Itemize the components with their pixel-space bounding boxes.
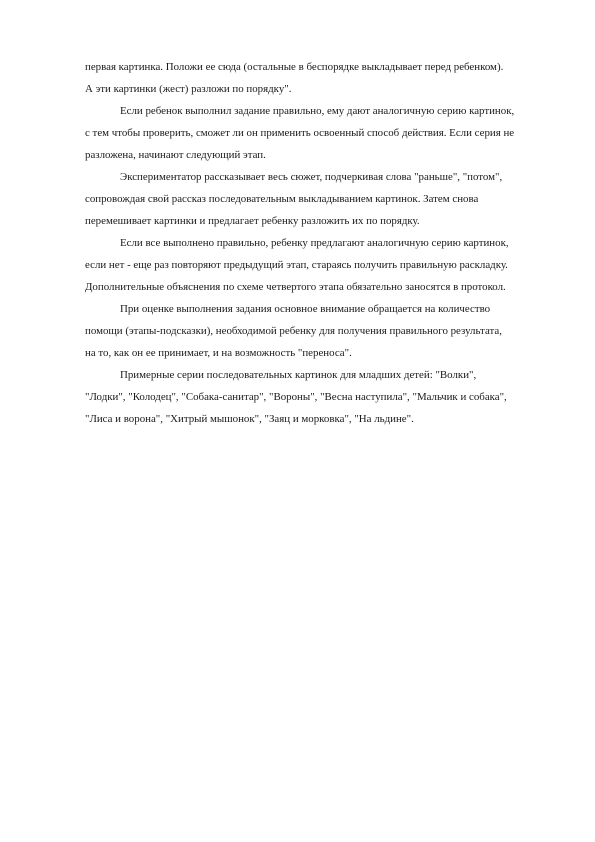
text-line: помощи (этапы-подсказки), необходимой ребенку для получения правильного результата, (85, 325, 502, 337)
text-line: Дополнительные объяснения по схеме четвертого этапа обязательно заносятся в протокол. (85, 281, 506, 293)
paragraph-first-line: Если все выполнено правильно, ребенку предлагают аналогичную серию картинок, (120, 237, 509, 249)
text-line: "Лодки", "Колодец", "Собака-санитар", "Вороны", "Весна наступила", "Мальчик и собака", (85, 391, 507, 403)
text-line: сопровождая свой рассказ последовательным выкладыванием картинок. Затем снова (85, 193, 479, 205)
text-line: если нет - еще раз повторяют предыдущий этап, стараясь получить правильную раскладку. (85, 259, 508, 271)
paragraph-first-line: При оценке выполнения задания основное внимание обращается на количество (120, 303, 491, 315)
paragraph-first-line: Примерные серии последовательных картинок для младших детей: "Волки", (120, 369, 477, 381)
text-line: на то, как он ее принимает, и на возможность "переноса". (85, 347, 352, 359)
text-line: первая картинка. Положи ее сюда (остальные в беспорядке выкладывает перед ребенком). (85, 61, 504, 73)
paragraph-first-line: Если ребенок выполнил задание правильно, ему дают аналогичную серию картинок, (120, 105, 515, 117)
document-text (85, 56, 555, 430)
text-line: разложена, начинают следующий этап. (85, 149, 266, 161)
paragraph-first-line: Экспериментатор рассказывает весь сюжет, подчеркивая слова "раньше", "потом", (120, 171, 503, 183)
text-line: А эти картинки (жест) разложи по порядку". (85, 83, 292, 95)
text-line: перемешивает картинки и предлагает ребенку разложить их по порядку. (85, 215, 420, 227)
text-line: "Лиса и ворона", "Хитрый мышонок", "Заяц и морковка", "На льдине". (85, 413, 414, 425)
text-line: с тем чтобы проверить, сможет ли он применить освоенный способ действия. Если серия не (85, 127, 515, 139)
